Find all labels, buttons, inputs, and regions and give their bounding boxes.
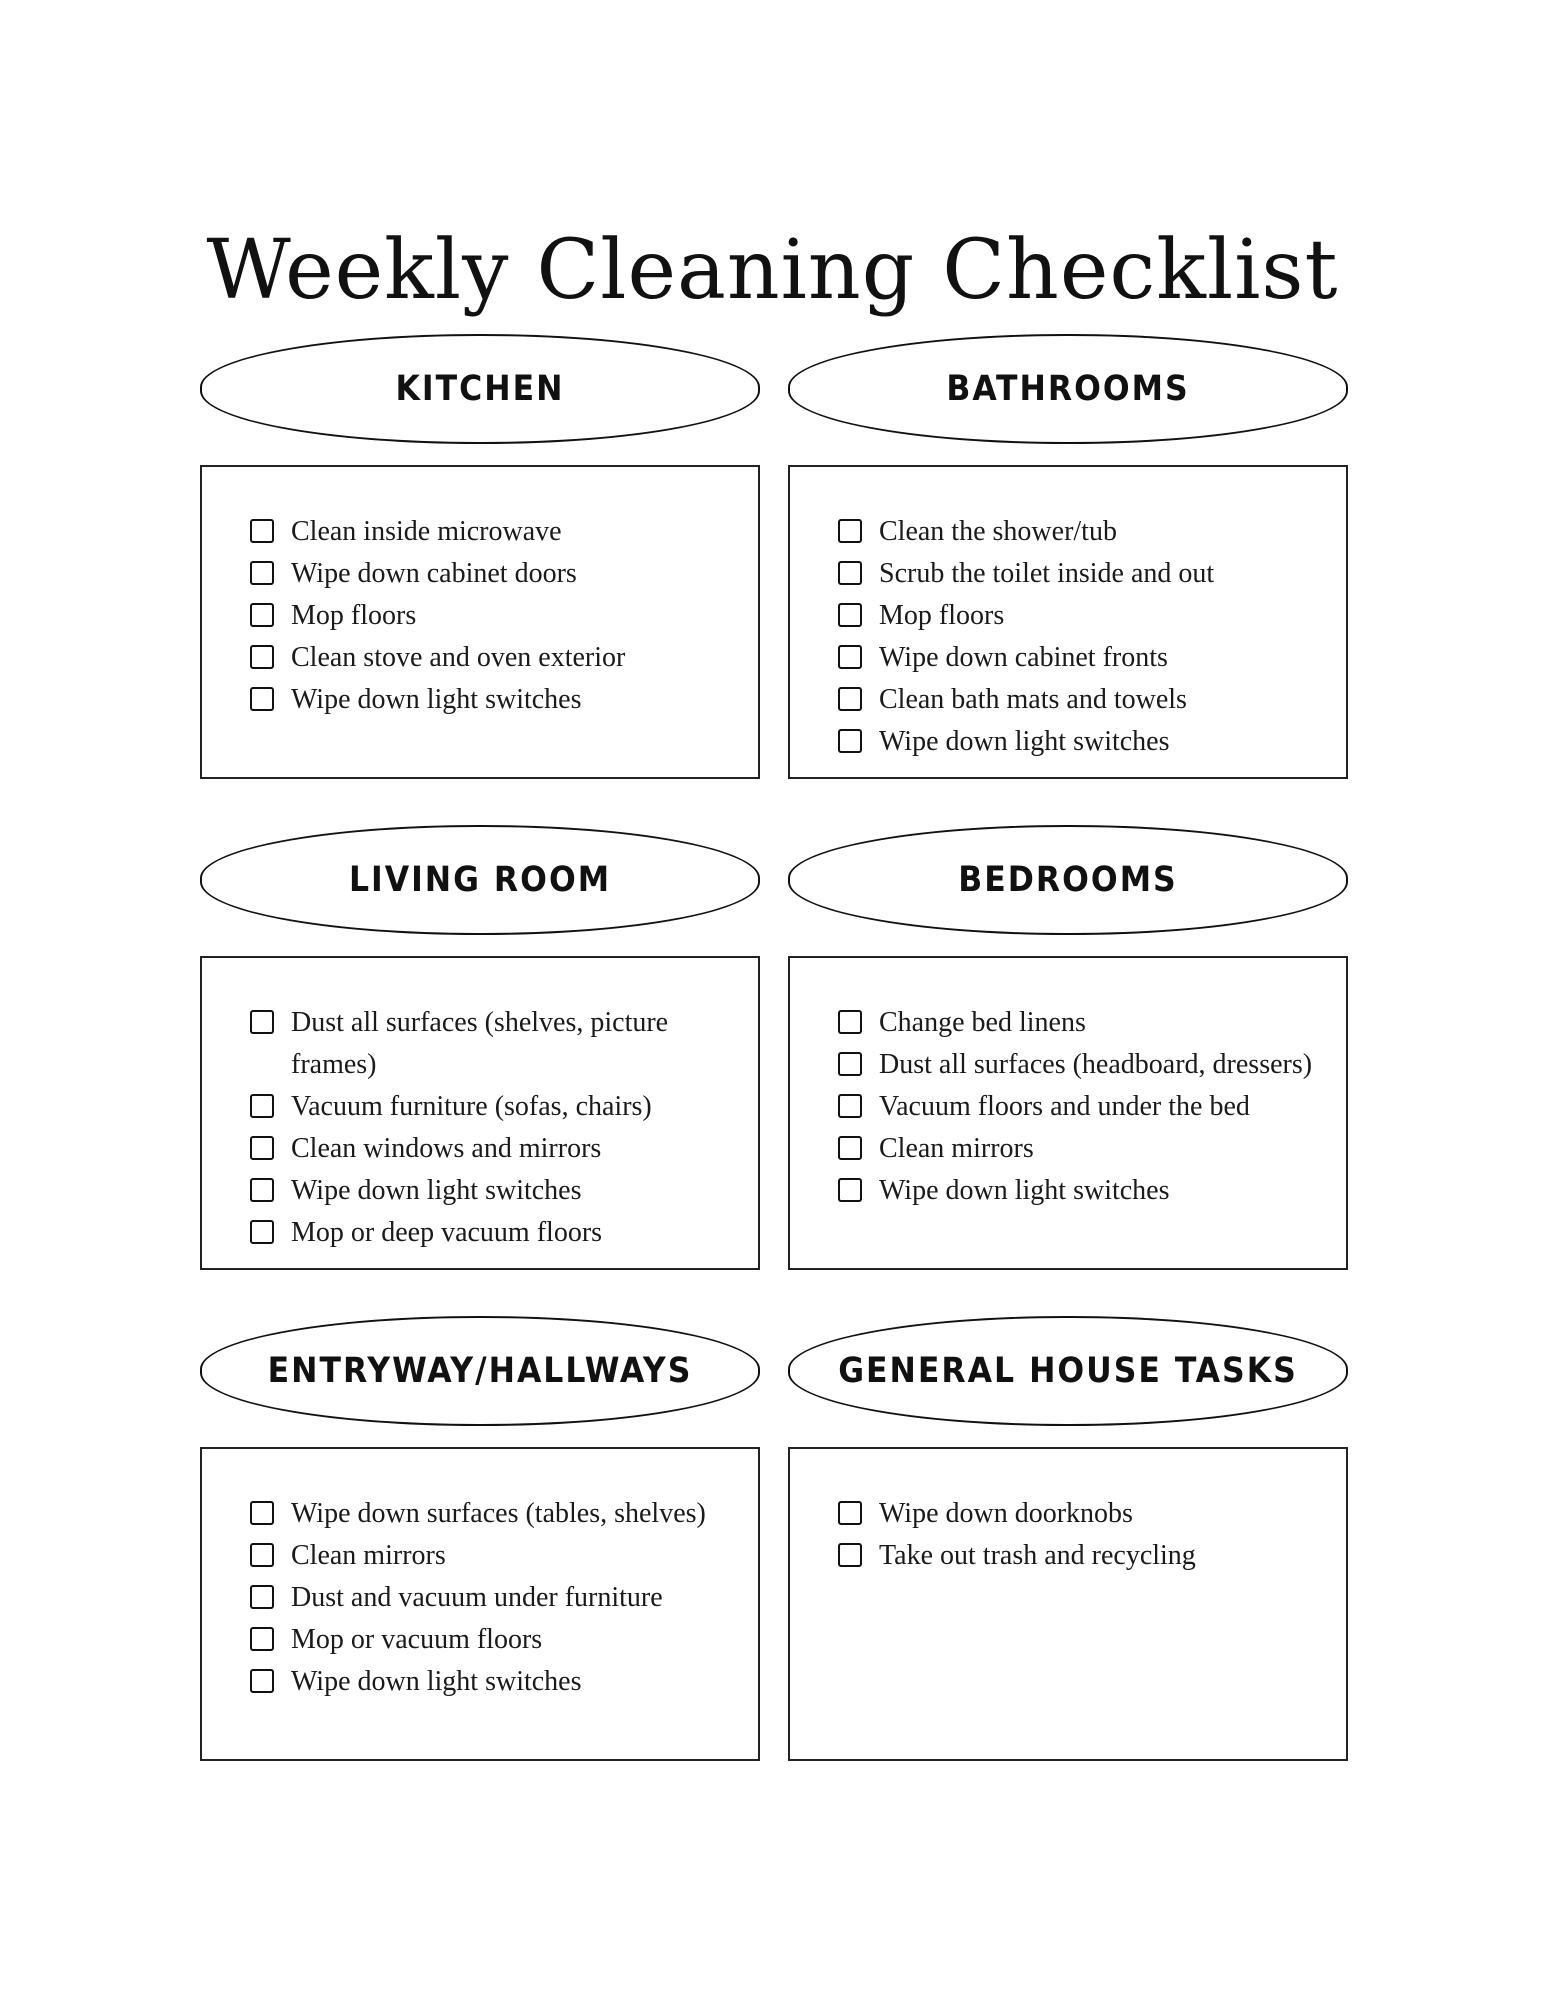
task-checkbox[interactable] bbox=[250, 1178, 274, 1202]
task-checkbox[interactable] bbox=[838, 1543, 862, 1567]
task-checkbox[interactable] bbox=[838, 729, 862, 753]
task-checkbox[interactable] bbox=[250, 687, 274, 711]
task-checkbox[interactable] bbox=[838, 603, 862, 627]
task-box-bedrooms bbox=[788, 956, 1348, 1270]
task-label: Mop floors bbox=[879, 600, 1005, 631]
task-item bbox=[838, 679, 1318, 721]
task-label: Wipe down light switches bbox=[291, 1175, 582, 1206]
task-label: Dust all surfaces (headboard, dressers) bbox=[879, 1049, 1313, 1080]
page-title: Weekly Cleaning Checklist bbox=[206, 222, 1339, 318]
task-checkbox[interactable] bbox=[250, 603, 274, 627]
task-item bbox=[838, 637, 1318, 679]
task-checkbox[interactable] bbox=[250, 1627, 274, 1651]
task-label: Vacuum furniture (sofas, chairs) bbox=[291, 1091, 652, 1122]
task-checkbox[interactable] bbox=[838, 519, 862, 543]
task-item bbox=[838, 1170, 1318, 1212]
task-label: Vacuum floors and under the bed bbox=[879, 1091, 1250, 1122]
task-item bbox=[250, 679, 730, 721]
task-item bbox=[838, 721, 1318, 763]
task-checkbox[interactable] bbox=[250, 519, 274, 543]
task-checkbox[interactable] bbox=[838, 561, 862, 585]
task-item bbox=[250, 1170, 730, 1212]
task-item bbox=[250, 1086, 730, 1128]
task-label: Wipe down light switches bbox=[879, 726, 1170, 757]
task-item bbox=[250, 1493, 730, 1535]
task-box-entryway-hallways bbox=[200, 1447, 760, 1761]
task-item bbox=[250, 1619, 730, 1661]
task-checkbox[interactable] bbox=[838, 1010, 862, 1034]
task-checkbox[interactable] bbox=[838, 1094, 862, 1118]
task-checkbox[interactable] bbox=[838, 1136, 862, 1160]
section-heading: BEDROOMS bbox=[958, 860, 1178, 900]
section-heading: GENERAL HOUSE TASKS bbox=[838, 1351, 1298, 1391]
task-item bbox=[838, 1044, 1318, 1086]
task-box-living-room bbox=[200, 956, 760, 1270]
section-heading: KITCHEN bbox=[395, 369, 565, 409]
task-label: Clean mirrors bbox=[879, 1133, 1034, 1164]
task-label: Wipe down doorknobs bbox=[879, 1498, 1133, 1529]
task-label: Wipe down light switches bbox=[291, 684, 582, 715]
task-item bbox=[250, 1212, 730, 1254]
task-item bbox=[838, 1002, 1318, 1044]
task-label: Mop floors bbox=[291, 600, 417, 631]
task-label: Wipe down surfaces (tables, shelves) bbox=[291, 1498, 706, 1529]
task-checkbox[interactable] bbox=[250, 1669, 274, 1693]
task-label: Mop or vacuum floors bbox=[291, 1624, 543, 1655]
task-checkbox[interactable] bbox=[250, 1136, 274, 1160]
task-label: Wipe down cabinet doors bbox=[291, 558, 577, 589]
section-header-general-house-tasks bbox=[788, 1316, 1348, 1426]
task-item bbox=[838, 595, 1318, 637]
task-label: Clean inside microwave bbox=[291, 516, 562, 547]
task-box-bathrooms bbox=[788, 465, 1348, 779]
task-item bbox=[838, 511, 1318, 553]
task-checkbox[interactable] bbox=[250, 561, 274, 585]
task-label: Change bed linens bbox=[879, 1007, 1086, 1038]
task-checkbox[interactable] bbox=[250, 1585, 274, 1609]
task-item bbox=[838, 1086, 1318, 1128]
task-checkbox[interactable] bbox=[250, 1501, 274, 1525]
task-list bbox=[250, 511, 730, 721]
task-item bbox=[250, 1577, 730, 1619]
task-checkbox[interactable] bbox=[838, 645, 862, 669]
task-item bbox=[250, 511, 730, 553]
task-label: Wipe down light switches bbox=[879, 1175, 1170, 1206]
task-label: Clean the shower/tub bbox=[879, 516, 1117, 547]
task-checkbox[interactable] bbox=[838, 1178, 862, 1202]
task-item bbox=[250, 1535, 730, 1577]
task-checkbox[interactable] bbox=[250, 1220, 274, 1244]
task-label: Dust all surfaces (shelves, picture frames) bbox=[291, 1007, 669, 1080]
task-label: Take out trash and recycling bbox=[879, 1540, 1196, 1571]
task-box-general-house-tasks bbox=[788, 1447, 1348, 1761]
task-label: Clean stove and oven exterior bbox=[291, 642, 626, 673]
task-item bbox=[838, 553, 1318, 595]
task-item bbox=[838, 1535, 1318, 1577]
section-header-bathrooms bbox=[788, 334, 1348, 444]
task-label: Clean mirrors bbox=[291, 1540, 446, 1571]
task-label: Wipe down cabinet fronts bbox=[879, 642, 1168, 673]
task-list bbox=[838, 1002, 1318, 1212]
task-label: Wipe down light switches bbox=[291, 1666, 582, 1697]
task-list bbox=[838, 1493, 1318, 1577]
task-label: Clean bath mats and towels bbox=[879, 684, 1187, 715]
task-item bbox=[250, 637, 730, 679]
section-header-kitchen bbox=[200, 334, 760, 444]
task-checkbox[interactable] bbox=[838, 1052, 862, 1076]
task-item bbox=[250, 1128, 730, 1170]
section-heading: BATHROOMS bbox=[946, 369, 1190, 409]
task-checkbox[interactable] bbox=[250, 1010, 274, 1034]
section-header-living-room bbox=[200, 825, 760, 935]
task-label: Mop or deep vacuum floors bbox=[291, 1217, 603, 1248]
section-heading: LIVING ROOM bbox=[348, 860, 612, 900]
task-item bbox=[250, 1002, 730, 1086]
section-header-entryway-hallways bbox=[200, 1316, 760, 1426]
task-checkbox[interactable] bbox=[838, 687, 862, 711]
task-checkbox[interactable] bbox=[250, 1094, 274, 1118]
task-label: Clean windows and mirrors bbox=[291, 1133, 602, 1164]
task-checkbox[interactable] bbox=[250, 645, 274, 669]
task-item bbox=[250, 1661, 730, 1703]
task-checkbox[interactable] bbox=[838, 1501, 862, 1525]
task-item bbox=[838, 1493, 1318, 1535]
section-heading: ENTRYWAY/HALLWAYS bbox=[267, 1351, 693, 1391]
task-checkbox[interactable] bbox=[250, 1543, 274, 1567]
task-item bbox=[838, 1128, 1318, 1170]
section-header-bedrooms bbox=[788, 825, 1348, 935]
task-list bbox=[250, 1493, 730, 1703]
task-item bbox=[250, 595, 730, 637]
task-item bbox=[250, 553, 730, 595]
task-list bbox=[250, 1002, 730, 1254]
task-label: Scrub the toilet inside and out bbox=[879, 558, 1215, 589]
task-box-kitchen bbox=[200, 465, 760, 779]
task-list bbox=[838, 511, 1318, 763]
task-label: Dust and vacuum under furniture bbox=[291, 1582, 663, 1613]
